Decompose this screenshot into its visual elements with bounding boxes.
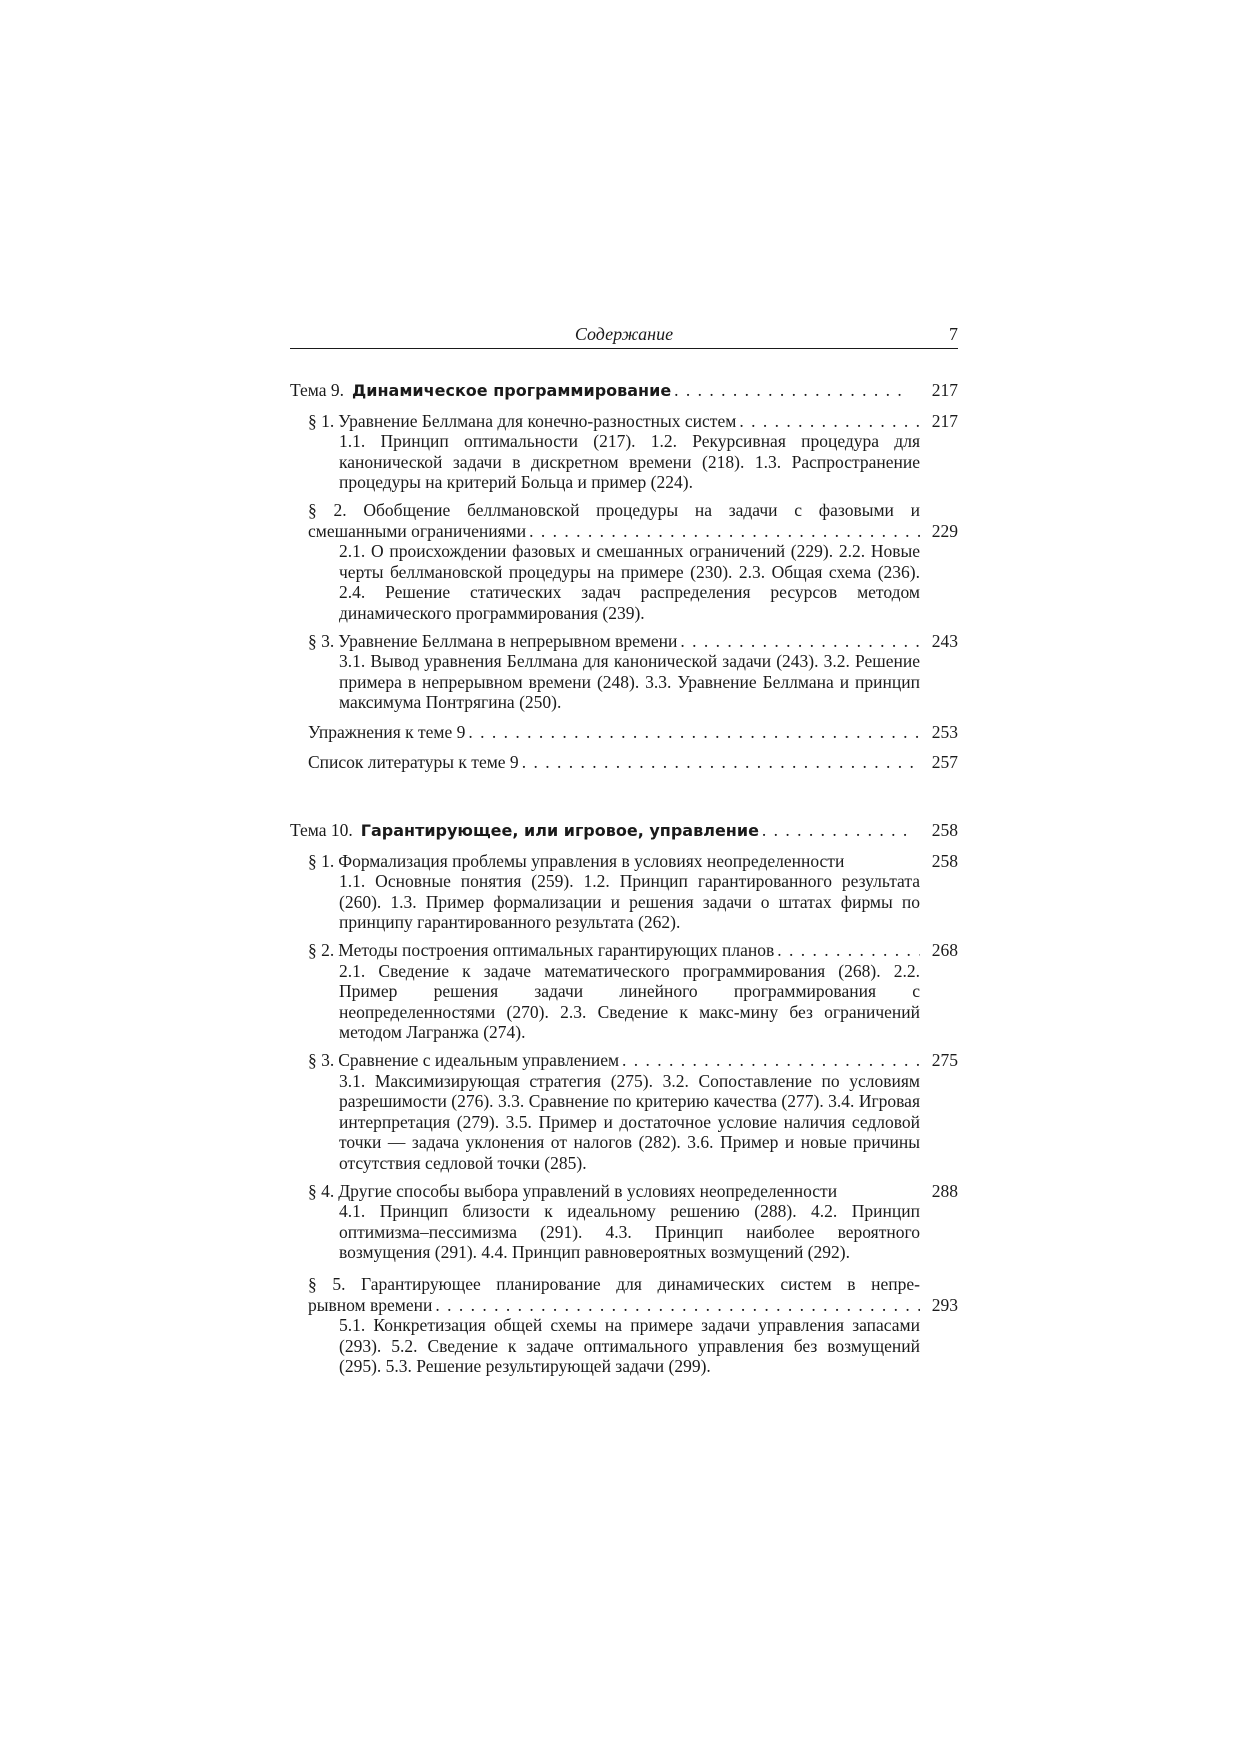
toc-section[interactable] xyxy=(290,1050,958,1174)
subsection-list: 2.1. О происхождении фазовых и смешанных ограничений (229). 2.2. Новые черты беллмановской процедуры на примере (230). 2.3. Общая схема (236). 2.4. Решение статических задач распределения ресурсов методом динамического программирования (239). xyxy=(339,541,920,623)
references-page: 257 xyxy=(931,751,958,772)
section-page: 293 xyxy=(931,1294,958,1315)
chapter-9 xyxy=(290,380,958,772)
running-header-title: Содержание xyxy=(574,324,674,344)
section-title-line-2: смешанными ограничениями xyxy=(308,520,527,541)
chapter-heading[interactable] xyxy=(290,820,958,842)
section-number: § 4. xyxy=(308,1180,335,1201)
chapter-page: 258 xyxy=(931,820,958,841)
running-header xyxy=(290,322,958,349)
chapter-heading[interactable] xyxy=(290,380,958,402)
chapter-label: Тема 9. xyxy=(290,380,345,400)
dot-leader xyxy=(435,1295,920,1316)
subsection-list: 1.1. Основные понятия (259). 1.2. Принцип гарантированного результата (260). 1.3. Пример формализации и решения задачи о штатах фирмы по принципу гарантированного результата (262). xyxy=(339,871,920,933)
section-page: 275 xyxy=(931,1050,958,1071)
toc-section[interactable] xyxy=(290,1274,958,1377)
section-number: § 2. xyxy=(308,940,335,961)
dot-leader xyxy=(529,521,920,542)
exercises-title: Упражнения к теме 9 xyxy=(308,721,466,742)
toc-section[interactable] xyxy=(290,940,958,1043)
toc-exercises[interactable] xyxy=(290,722,958,743)
exercises-page: 253 xyxy=(931,721,958,742)
references-title: Список литературы к теме 9 xyxy=(308,751,519,772)
dot-leader xyxy=(674,380,910,401)
subsection-list: 4.1. Принцип близости к идеальному решению (288). 4.2. Принцип оптимизма–пессимизма (291). 4.3. Принцип наиболее вероятного возмущения (291). 4.4. Принцип равновероятных возмущений (292). xyxy=(339,1201,920,1263)
dot-leader xyxy=(777,940,920,961)
toc-section[interactable] xyxy=(290,851,958,933)
section-page: 217 xyxy=(931,410,958,431)
toc-section[interactable] xyxy=(290,1181,958,1263)
page-number: 7 xyxy=(949,324,958,344)
subsection-list: 1.1. Принцип оптимальности (217). 1.2. Рекурсивная процедура для канонической задачи в дискретном времени (218). 1.3. Распространение процедуры на критерий Больца и пример (224). xyxy=(339,431,920,493)
chapter-10 xyxy=(290,820,958,1377)
section-number: § 1. xyxy=(308,410,335,431)
dot-leader xyxy=(680,631,920,652)
section-number: § 1. xyxy=(308,850,335,871)
section-page: 268 xyxy=(931,940,958,961)
section-title: Уравнение Беллмана в непрерывном времени xyxy=(338,630,678,651)
toc-references[interactable] xyxy=(290,752,958,773)
subsection-list: 2.1. Сведение к задаче математического программирования (268). 2.2. Пример решения задачи линейного программирования с неопределенностями (270). 2.3. Сведение к макс-мину без ограничений методом Лагранжа (274). xyxy=(339,960,920,1043)
section-page: 229 xyxy=(931,520,958,541)
section-number: § 3. xyxy=(308,1050,335,1071)
chapter-title: Динамическое программирование xyxy=(352,381,672,400)
dot-leader xyxy=(468,722,920,743)
chapter-title: Гарантирующее, или игровое, управление xyxy=(360,821,759,841)
subsection-list: 3.1. Вывод уравнения Беллмана для канонической задачи (243). 3.2. Решение примера в непрерывном времени (248). 3.3. Уравнение Беллмана и принцип максимума Понтрягина (250). xyxy=(339,651,920,713)
subsection-list: 5.1. Конкретизация общей схемы на примере задачи управления запасами (293). 5.2. Сведение к задаче оптимального управления без возмущений (295). 5.3. Решение результирующей задачи (299). xyxy=(339,1315,920,1377)
section-number: § 3. xyxy=(308,630,335,651)
toc-page xyxy=(290,322,958,1377)
section-number: § 5. xyxy=(308,1273,346,1294)
section-page: 258 xyxy=(931,850,958,871)
toc-section[interactable] xyxy=(290,411,958,493)
section-title: Уравнение Беллмана для конечно-разностных систем xyxy=(338,410,737,431)
section-title: Другие способы выбора управлений в условиях неопределенности xyxy=(338,1180,838,1201)
toc-section[interactable] xyxy=(290,631,958,713)
section-title: Формализация проблемы управления в условиях неопределенности xyxy=(338,850,845,871)
section-page: 243 xyxy=(931,630,958,651)
dot-leader xyxy=(622,1050,920,1071)
chapter-page: 217 xyxy=(931,380,958,400)
dot-leader xyxy=(762,820,910,841)
section-page: 288 xyxy=(931,1180,958,1201)
section-title: Методы построения оптимальных гарантирующих планов xyxy=(338,940,775,961)
section-number: § 2. xyxy=(308,499,347,520)
chapter-label: Тема 10. xyxy=(290,820,353,841)
subsection-list: 3.1. Максимизирующая стратегия (275). 3.2. Сопоставление по условиям разрешимости (276). 3.3. Сравнение по критерию качества (277). 3.4. Игровая интерпретация (279). 3.5. Пример и достаточное условие наличия седловой точки — задача уклонения от налогов (282). 3.6. Пример и новые причины отсутствия седловой точки (285). xyxy=(339,1070,920,1173)
dot-leader xyxy=(739,411,920,432)
dot-leader xyxy=(522,752,920,773)
section-title: Сравнение с идеальным управлением xyxy=(338,1050,620,1071)
section-title-line-1: Гарантирующее планирование для динамических систем в непре- xyxy=(361,1273,920,1294)
section-title-line-1: Обобщение беллмановской процедуры на задачи с фазовыми и xyxy=(363,499,921,520)
toc-section[interactable] xyxy=(290,500,958,624)
section-title-line-2: рывном времени xyxy=(308,1294,433,1315)
